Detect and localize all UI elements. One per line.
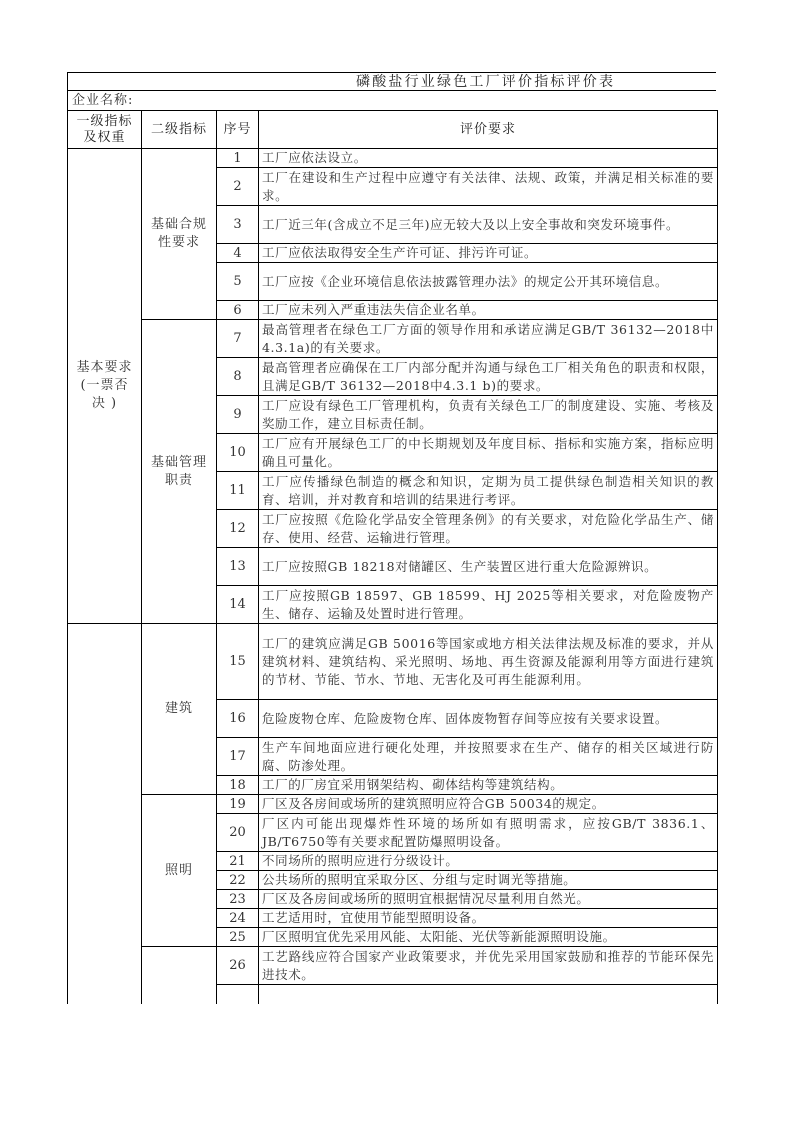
requirement-cell: 厂区照明宜优先采用风能、太阳能、光伏等新能源照明设施。 bbox=[259, 928, 718, 947]
requirement-cell: 工厂应按照GB 18597、GB 18599、HJ 2025等相关要求，对危险废物产生、储存、运输及处置时进行管理。 bbox=[259, 586, 718, 624]
seq-cell: 5 bbox=[217, 263, 259, 301]
seq-cell: 7 bbox=[217, 320, 259, 358]
level2-cell: 基础合规性要求 bbox=[142, 149, 217, 320]
level1-cell: 基本要求(一票否决 ) bbox=[68, 149, 142, 624]
seq-cell: 12 bbox=[217, 510, 259, 548]
requirement-cell: 工厂近三年(含成立不足三年)应无较大及以上安全事故和突发环境事件。 bbox=[259, 206, 718, 244]
seq-cell: 24 bbox=[217, 909, 259, 928]
requirement-cell: 公共场所的照明宜采取分区、分组与定时调光等措施。 bbox=[259, 871, 718, 890]
header-level2: 二级指标 bbox=[142, 111, 217, 149]
requirement-cell: 工艺路线应符合国家产业政策要求，并优先采用国家鼓励和推荐的节能环保先进技术。 bbox=[259, 947, 718, 985]
seq-cell: 9 bbox=[217, 396, 259, 434]
seq-cell: 16 bbox=[217, 700, 259, 738]
requirement-cell: 工厂在建设和生产过程中应遵守有关法律、法规、政策，并满足相关标准的要求。 bbox=[259, 168, 718, 206]
seq-cell: 15 bbox=[217, 624, 259, 700]
requirement-cell: 厂区及各房间或场所的照明宜根据情况尽量利用自然光。 bbox=[259, 890, 718, 909]
requirement-cell: 工厂应依法取得安全生产许可证、排污许可证。 bbox=[259, 244, 718, 263]
requirement-cell: 工厂应按照《危险化学品安全管理条例》的有关要求，对危险化学品生产、储存、使用、经营、运输进行管理。 bbox=[259, 510, 718, 548]
document-title: 磷酸盐行业绿色工厂评价指标评价表 bbox=[356, 74, 616, 90]
seq-cell: 13 bbox=[217, 548, 259, 586]
header-requirement: 评价要求 bbox=[259, 111, 718, 149]
header-seq: 序号 bbox=[217, 111, 259, 149]
table-row bbox=[68, 624, 718, 700]
requirement-cell: 厂区内可能出现爆炸性环境的场所如有照明需求，应按GB/T 3836.1、JB/T6750等有关要求配置防爆照明设备。 bbox=[259, 814, 718, 852]
level2-cell: 基础管理职责 bbox=[142, 320, 217, 624]
requirement-cell: 危险废物仓库、危险废物仓库、固体废物暂存间等应按有关要求设置。 bbox=[259, 700, 718, 738]
level2-cell: 照明 bbox=[142, 795, 217, 947]
seq-cell: 11 bbox=[217, 472, 259, 510]
seq-cell: 26 bbox=[217, 947, 259, 985]
seq-cell: 21 bbox=[217, 852, 259, 871]
evaluation-table bbox=[67, 110, 718, 1004]
seq-cell: 14 bbox=[217, 586, 259, 624]
table-row bbox=[68, 320, 718, 358]
seq-cell: 20 bbox=[217, 814, 259, 852]
title-row bbox=[67, 72, 716, 91]
table-row bbox=[68, 947, 718, 985]
seq-cell: 4 bbox=[217, 244, 259, 263]
requirement-cell: 工厂应设有绿色工厂管理机构，负责有关绿色工厂的制度建设、实施、考核及奖励工作，建立目标责任制。 bbox=[259, 396, 718, 434]
requirement-cell: 工厂应有开展绿色工厂的中长期规划及年度目标、指标和实施方案，指标应明确且可量化。 bbox=[259, 434, 718, 472]
table-row bbox=[68, 795, 718, 814]
seq-cell: 8 bbox=[217, 358, 259, 396]
seq-cell: 23 bbox=[217, 890, 259, 909]
requirement-cell: 最高管理者在绿色工厂方面的领导作用和承诺应满足GB/T 36132—2018中4.3.1a)的有关要求。 bbox=[259, 320, 718, 358]
requirement-cell: 工厂应传播绿色制造的概念和知识，定期为员工提供绿色制造相关知识的教育、培训，并对教育和培训的结果进行考评。 bbox=[259, 472, 718, 510]
level2-cell bbox=[142, 947, 217, 1005]
requirement-cell: 工厂应依法设立。 bbox=[259, 149, 718, 168]
header-level1: 一级指标及权重 bbox=[68, 111, 142, 149]
seq-cell: 25 bbox=[217, 928, 259, 947]
seq-cell: 2 bbox=[217, 168, 259, 206]
requirement-cell: 工厂应按《企业环境信息依法披露管理办法》的规定公开其环境信息。 bbox=[259, 263, 718, 301]
requirement-cell: 工艺适用时，宜使用节能型照明设备。 bbox=[259, 909, 718, 928]
requirement-cell: 最高管理者应确保在工厂内部分配并沟通与绿色工厂相关角色的职责和权限，且满足GB/T 36132—2018中4.3.1 b)的要求。 bbox=[259, 358, 718, 396]
requirement-cell: 厂区及各房间或场所的建筑照明应符合GB 50034的规定。 bbox=[259, 795, 718, 814]
seq-cell: 10 bbox=[217, 434, 259, 472]
level1-cell bbox=[68, 624, 142, 1005]
table-header-row bbox=[68, 111, 718, 149]
requirement-cell: 不同场所的照明应进行分级设计。 bbox=[259, 852, 718, 871]
seq-cell: 22 bbox=[217, 871, 259, 890]
seq-cell: 17 bbox=[217, 738, 259, 776]
level2-cell: 建筑 bbox=[142, 624, 217, 795]
requirement-cell: 工厂应按照GB 18218对储罐区、生产装置区进行重大危险源辨识。 bbox=[259, 548, 718, 586]
seq-cell bbox=[217, 985, 259, 1005]
seq-cell: 18 bbox=[217, 776, 259, 795]
requirement-cell: 工厂的厂房宜采用钢架结构、砌体结构等建筑结构。 bbox=[259, 776, 718, 795]
table-row bbox=[68, 149, 718, 168]
seq-cell: 1 bbox=[217, 149, 259, 168]
company-name-row bbox=[67, 91, 716, 110]
company-name-label: 企业名称: bbox=[72, 93, 134, 108]
seq-cell: 19 bbox=[217, 795, 259, 814]
requirement-cell: 生产车间地面应进行硬化处理，并按照要求在生产、储存的相关区域进行防腐、防渗处理。 bbox=[259, 738, 718, 776]
seq-cell: 3 bbox=[217, 206, 259, 244]
requirement-cell bbox=[259, 985, 718, 1005]
requirement-cell: 工厂的建筑应满足GB 50016等国家或地方相关法律法规及标准的要求，并从建筑材料、建筑结构、采光照明、场地、再生资源及能源利用等方面进行建筑的节材、节能、节水、节地、无害化及可再生能源利用。 bbox=[259, 624, 718, 700]
requirement-cell: 工厂应未列入严重违法失信企业名单。 bbox=[259, 301, 718, 320]
seq-cell: 6 bbox=[217, 301, 259, 320]
